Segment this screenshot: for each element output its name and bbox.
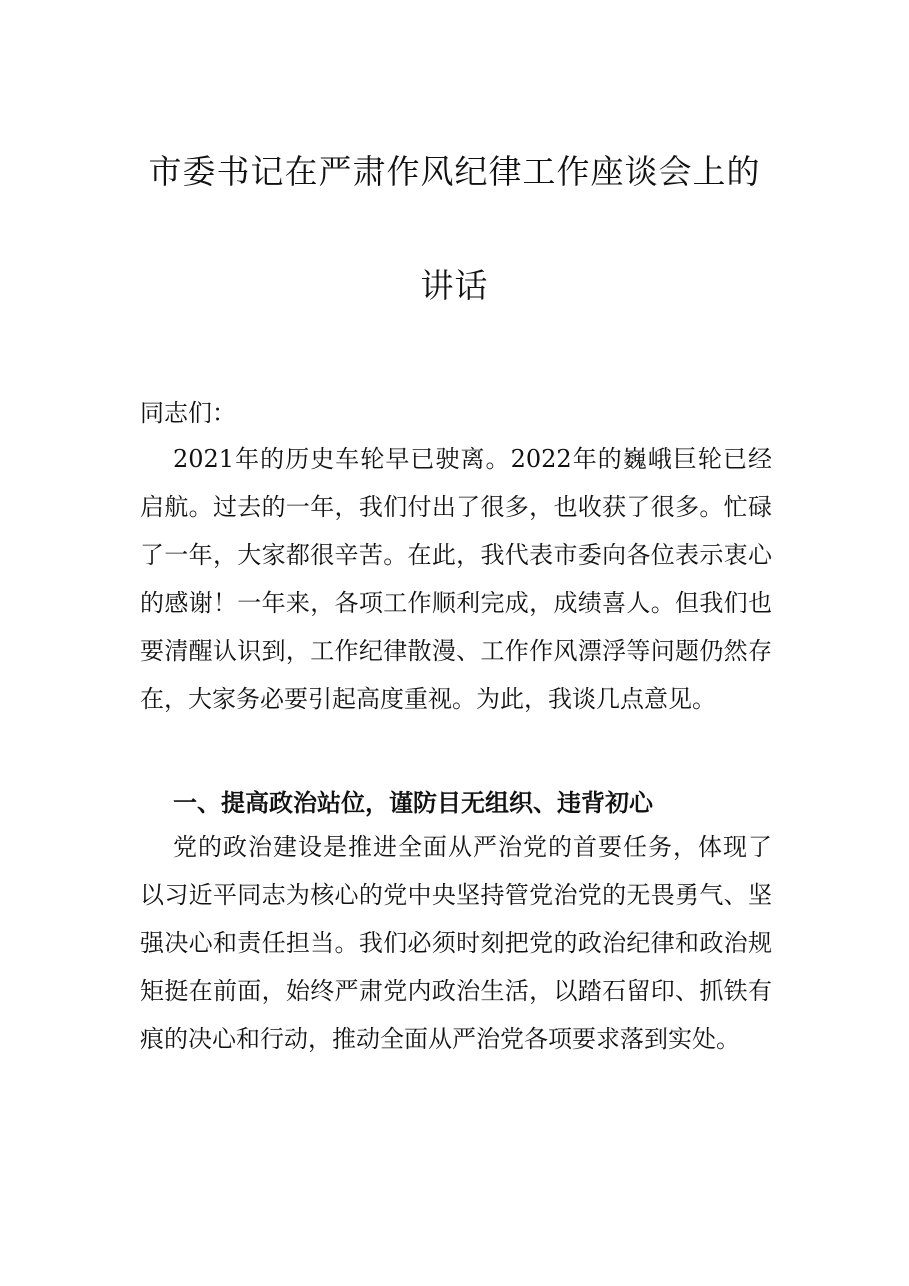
document-title-line-1: 市委书记在严肃作风纪律工作座谈会上的 bbox=[148, 152, 761, 191]
salutation: 同志们： bbox=[140, 399, 236, 427]
paragraph-opening: 2021年的历史车轮早已驶离。2022年的巍峨巨轮已经启航。过去的一年，我们付出了很多，也收获了很多。忙碌了一年，大家都很辛苦。在此，我代表市委向各位表示衷心的感谢！一年来，各项工作顺利完成，成绩喜人。但我们也要清醒认识到，工作纪律散漫、工作作风漂浮等问题仍然存在，大家务必要引起高度重视。为此，我谈几点意见。 bbox=[140, 445, 772, 713]
paragraph-section-1: 党的政治建设是推进全面从严治党的首要任务，体现了以习近平同志为核心的党中央坚持管党治党的无畏勇气、坚强决心和责任担当。我们必须时刻把党的政治纪律和政治规矩挺在前面，始终严肃党内政治生活，以踏石留印、抓铁有痕的决心和行动，推动全面从严治党各项要求落到实处。 bbox=[140, 833, 772, 1053]
section-1-heading: 一、提高政治站位，谨防目无组织、违背初心 bbox=[173, 788, 653, 817]
document-title-line-2: 讲话 bbox=[420, 266, 489, 305]
